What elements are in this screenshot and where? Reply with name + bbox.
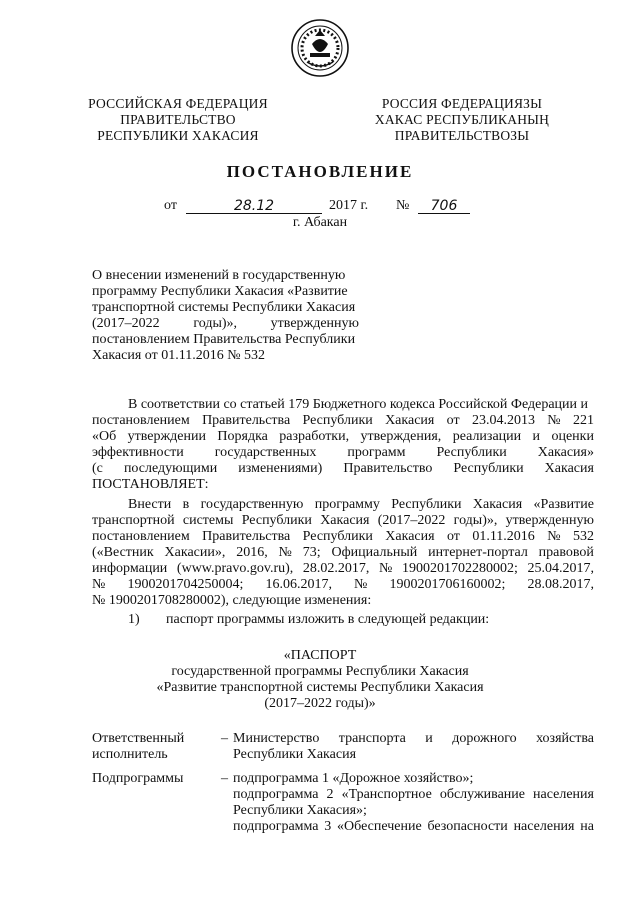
subject-line-6: Хакасия от 01.11.2016 № 532	[92, 348, 266, 363]
coat-of-arms-emblem	[290, 18, 350, 78]
passport-heading-3: «Развитие транспортной системы Республики Хакасия	[156, 680, 484, 695]
handwritten-number: 706	[418, 200, 470, 214]
body-line-11: информации (www.pravo.gov.ru), 28.02.2017, № 1900201702280002; 25.04.2017,	[92, 561, 594, 576]
subject-line-5: постановлением Правительства Республики	[92, 332, 356, 347]
row1-label-1: Ответственный	[92, 731, 185, 746]
subject-line-2: программу Республики Хакасия «Развитие	[92, 284, 348, 299]
header-right-line-2: ХАКАС РЕСПУБЛИКАНЫҢ	[374, 112, 550, 127]
body-line-7: Внести в государственную программу Республики Хакасия «Развитие	[128, 497, 594, 512]
header-right	[374, 96, 550, 144]
body-line-10: («Вестник Хакасии», 2016, № 73; Официальный интернет-портал правовой	[92, 545, 594, 560]
body-line-12: № 1900201704250004; 16.06.2017, № 1900201706160002; 28.08.2017,	[92, 577, 594, 592]
header-left-line-2: ПРАВИТЕЛЬСТВО	[120, 112, 236, 127]
body-line-3: «Об утверждении Порядка разработки, утверждения, реализации и оценки	[92, 429, 594, 444]
subject-line-4-part-3: утвержденную	[270, 316, 359, 331]
document-title: ПОСТАНОВЛЕНИЕ	[226, 162, 414, 181]
body-line-5: (с последующими изменениями) Правительство Республики Хакасия	[92, 461, 594, 476]
body-line-1: В соответствии со статьей 179 Бюджетного кодекса Российской Федерации и	[128, 397, 589, 412]
header-right-line-1: РОССИЯ ФЕДЕРАЦИЯЗЫ	[381, 96, 543, 111]
passport-heading-4: (2017–2022 годы)»	[264, 696, 376, 711]
date-from-label: от	[164, 198, 177, 213]
subject-block	[92, 268, 359, 364]
subject-line-4	[92, 316, 359, 332]
row2-label: Подпрограммы	[92, 771, 184, 786]
number-label: №	[396, 198, 410, 213]
row2-dash: –	[221, 771, 228, 786]
header-right-line-3: ПРАВИТЕЛЬСТВОЗЫ	[394, 128, 530, 143]
subject-line-4-part-1: (2017–2022	[92, 316, 160, 331]
header-left-line-3: РЕСПУБЛИКИ ХАКАСИЯ	[97, 128, 259, 143]
subject-line-1: О внесении изменений в государственную	[92, 268, 346, 283]
row1-value-1: Министерство транспорта и дорожного хозяйства	[233, 731, 594, 746]
subject-line-3: транспортной системы Республики Хакасия	[92, 300, 356, 315]
handwritten-date: 28.12	[186, 200, 322, 214]
item-1-text: паспорт программы изложить в следующей редакции:	[166, 612, 490, 627]
row1-value-2: Республики Хакасия	[233, 747, 357, 762]
header-left-line-1: РОССИЙСКАЯ ФЕДЕРАЦИЯ	[88, 96, 268, 111]
city-name: г. Абакан	[292, 215, 348, 230]
row2-value-2: подпрограмма 2 «Транспортное обслуживание населения	[233, 787, 594, 802]
date-year: 2017 г.	[329, 198, 369, 213]
header-left	[88, 96, 268, 144]
row2-value-3: Республики Хакасия»;	[233, 803, 367, 818]
body-line-6: ПОСТАНОВЛЯЕТ:	[92, 477, 209, 492]
subject-line-4-part-2: годы)»,	[193, 316, 238, 331]
body-line-13: № 1900201708280002), следующие изменения:	[92, 593, 372, 608]
item-1-number: 1)	[128, 612, 140, 627]
passport-heading-2: государственной программы Республики Хакасия	[171, 664, 469, 679]
passport-heading-1: «ПАСПОРТ	[283, 648, 357, 663]
row1-label-2: исполнитель	[92, 747, 168, 762]
body-line-2: постановлением Правительства Республики Хакасия от 23.04.2013 № 221	[92, 413, 594, 428]
body-line-9: постановлением Правительства Республики Хакасия от 01.11.2016 № 532	[92, 529, 594, 544]
row1-dash: –	[221, 731, 228, 746]
row2-value-1: подпрограмма 1 «Дорожное хозяйство»;	[233, 771, 474, 786]
body-line-4: эффективности государственных программ Республики Хакасия»	[92, 445, 594, 460]
row2-value-4: подпрограмма 3 «Обеспечение безопасности населения на	[233, 819, 594, 834]
body-line-8: транспортной системы Республики Хакасия (2017–2022 годы)», утвержденную	[92, 513, 594, 528]
